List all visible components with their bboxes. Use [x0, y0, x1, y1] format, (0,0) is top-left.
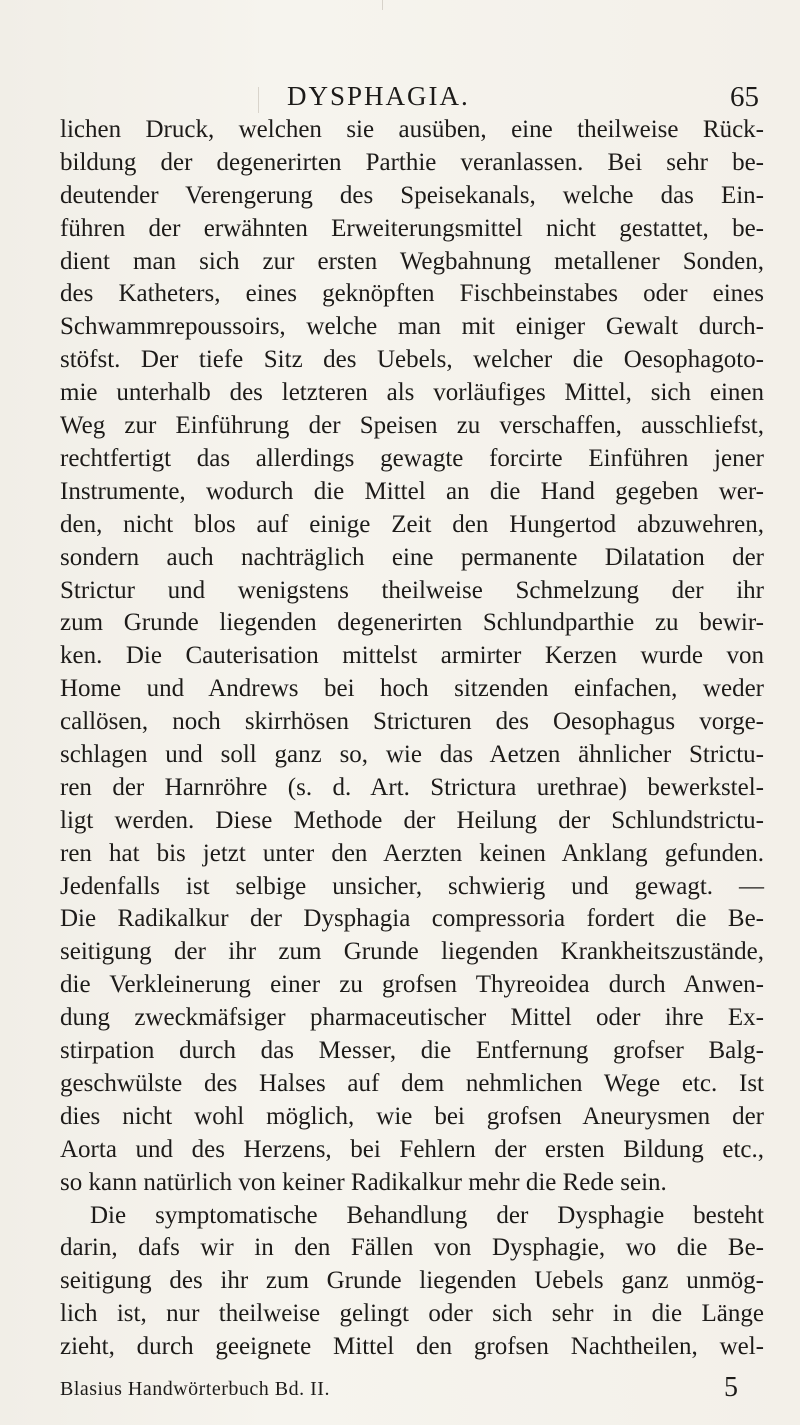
text-line: dung zweckmäfsiger pharmaceutischer Mittel oder ihre Ex- — [60, 1004, 764, 1032]
page-number: 65 — [730, 81, 759, 113]
text-line: ligt werden. Diese Methode der Heilung der Schlundstrictu- — [60, 806, 764, 834]
text-line: bildung der degenerirten Parthie veranlassen. Bei sehr be- — [60, 148, 764, 176]
text-line: lich ist, nur theilweise gelingt oder sich sehr in die Länge — [60, 1300, 764, 1328]
text-line: ken. Die Cauterisation mittelst armirter Kerzen wurde von — [60, 642, 764, 670]
text-line: ren der Harnröhre (s. d. Art. Strictura urethrae) bewerkstel- — [60, 773, 764, 801]
text-line: zieht, durch geeignete Mittel den grofsen Nachtheilen, wel- — [60, 1333, 764, 1361]
page-title: DYSPHAGIA. — [287, 81, 470, 111]
text-line: stirpation durch das Messer, die Entfernung grofser Balg- — [60, 1037, 764, 1065]
text-line: zum Grunde liegenden degenerirten Schlundparthie zu bewir- — [60, 609, 764, 637]
text-line: geschwülste des Halses auf dem nehmlichen Wege etc. Ist — [60, 1069, 764, 1097]
text-line: ren hat bis jetzt unter den Aerzten keinen Anklang gefunden. — [60, 839, 764, 867]
signature-number: 5 — [724, 1372, 738, 1403]
text-line: die Verkleinerung einer zu grofsen Thyreoidea durch Anwen- — [60, 971, 764, 999]
text-line: den, nicht blos auf einige Zeit den Hungertod abzuwehren, — [60, 510, 764, 538]
text-line: führen der erwähnten Erweiterungsmittel nicht gestattet, be- — [60, 214, 764, 242]
signature-text: Blasius Handwörterbuch Bd. II. — [60, 1378, 330, 1400]
text-line: Strictur und wenigstens theilweise Schmelzung der ihr — [60, 576, 764, 604]
text-line: des Katheters, eines geknöpften Fischbeinstabes oder eines — [60, 280, 764, 308]
text-line: Instrumente, wodurch die Mittel an die Hand gegeben wer- — [60, 477, 764, 505]
text-line: sondern auch nachträglich eine permanente Dilatation der — [60, 543, 764, 571]
text-line: seitigung der ihr zum Grunde liegenden Krankheitszustände, — [60, 938, 764, 966]
text-line: rechtfertigt das allerdings gewagte forcirte Einführen jener — [60, 444, 764, 472]
text-line: dient man sich zur ersten Wegbahnung metallener Sonden, — [60, 247, 764, 275]
text-line: dies nicht wohl möglich, wie bei grofsen Aneurysmen der — [60, 1102, 764, 1130]
text-line: Die symptomatische Behandlung der Dysphagie besteht — [90, 1201, 764, 1229]
text-line: mie unterhalb des letzteren als vorläufiges Mittel, sich einen — [60, 379, 764, 407]
text-line: Schwammrepoussoirs, welche man mit einiger Gewalt durch- — [60, 313, 764, 341]
text-line: Home und Andrews bei hoch sitzenden einfachen, weder — [60, 675, 764, 703]
text-line: so kann natürlich von keiner Radikalkur mehr die Rede sein. — [60, 1168, 667, 1196]
text-line: stöfst. Der tiefe Sitz des Uebels, welcher die Oesophagoto- — [60, 346, 764, 374]
text-line: Jedenfalls ist selbige unsicher, schwierig und gewagt. — — [60, 872, 764, 900]
text-line: deutender Verengerung des Speisekanals, welche das Ein- — [60, 181, 764, 209]
text-line: Weg zur Einführung der Speisen zu verschaffen, ausschliefst, — [60, 412, 764, 440]
text-line: Die Radikalkur der Dysphagia compressoria fordert die Be- — [60, 905, 764, 933]
text-line: callösen, noch skirrhösen Stricturen des Oesophagus vorge- — [60, 708, 764, 736]
page-footer — [60, 1368, 764, 1408]
text-line: lichen Druck, welchen sie ausüben, eine theilweise Rück- — [60, 116, 764, 143]
text-line: darin, dafs wir in den Fällen von Dysphagie, wo die Be- — [60, 1234, 764, 1262]
header-divider — [258, 87, 259, 113]
text-line: Aorta und des Herzens, bei Fehlern der ersten Bildung etc., — [60, 1135, 764, 1163]
text-line: seitigung des ihr zum Grunde liegenden Uebels ganz unmög- — [60, 1267, 764, 1295]
text-line: schlagen und soll ganz so, wie das Aetzen ähnlicher Strictu- — [60, 741, 764, 768]
